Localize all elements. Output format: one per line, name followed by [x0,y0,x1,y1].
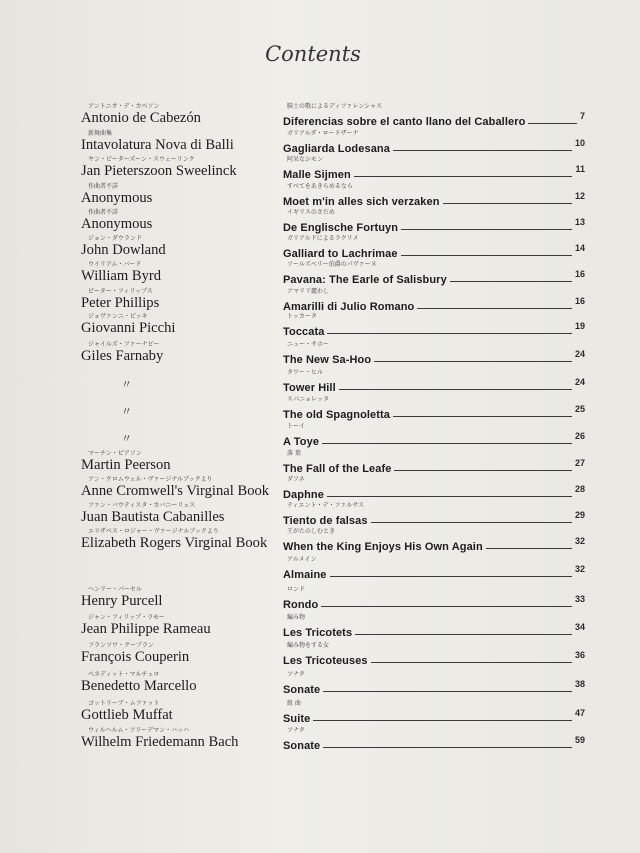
title-reading: 組 曲 [287,700,301,707]
title-reading: ニュー・サホー [287,341,330,348]
piece-line[interactable] [283,108,585,128]
composer-reading: ウィルヘルム・フリーデマン・バッハ [88,727,190,734]
page-number: 13 [574,217,585,227]
leader-line [443,203,572,204]
leader-line [313,720,572,721]
leader-line [339,389,572,390]
page-number: 16 [574,296,585,306]
leader-line [528,123,577,124]
leader-line [371,522,572,523]
composer-reading: フランソワ・クープラン [88,642,154,649]
title-reading: 編み物をする女 [287,642,330,649]
leader-line [417,308,572,309]
leader-line [371,662,572,663]
piece-line[interactable] [283,293,585,313]
piece-line[interactable] [283,455,585,475]
composer-name: Intavolatura Nova di Balli [81,137,234,153]
piece-line[interactable] [283,533,585,553]
leader-line [486,548,572,549]
leader-line [327,333,572,334]
piece-title[interactable]: Diferencias sobre el canto llano del Caballero [283,116,526,128]
title-reading: トーイ [287,423,306,430]
piece-title[interactable]: Pavana: The Earle of Salisbury [283,274,447,286]
title-reading: 王がたのしむとき [287,528,336,535]
composer-reading: ウイリアム・バード [88,261,142,268]
leader-line [394,470,572,471]
title-reading: アマリリ麗わし [287,288,330,295]
page-number: 38 [574,679,585,689]
leader-line [330,576,572,577]
page-number: 12 [574,191,585,201]
page-number: 14 [574,243,585,253]
piece-line[interactable] [283,135,585,155]
piece-line[interactable] [283,561,585,581]
piece-title[interactable]: Tiento de falsas [283,515,368,527]
piece-line[interactable] [283,188,585,208]
page-number: 29 [574,510,585,520]
title-reading: 騎士の歌によるディファレンシャス [287,103,382,110]
piece-line[interactable] [283,676,585,696]
piece-title[interactable]: The Fall of the Leafe [283,463,392,475]
composer-name: Elizabeth Rogers Virginal Book [81,535,268,551]
composer-name: Jan Pieterszoon Sweelinck [81,163,237,179]
page-number: 19 [574,321,585,331]
leader-line [323,691,572,692]
composer-reading: 新舞曲集 [88,130,113,137]
leader-line [393,150,572,151]
title-reading: トッカータ [287,313,317,320]
composer-reading: エリザベス・ロジャー・ヴァージナルブックより [88,528,219,535]
piece-line[interactable] [283,619,585,639]
composer-reading: ゴットリーブ・ムファット [88,700,160,707]
ditto-mark: 〃 [121,406,132,418]
page-number: 24 [574,377,585,387]
piece-line[interactable] [283,240,585,260]
title-reading: 落 葉 [287,450,301,457]
page-number: 16 [574,269,585,279]
composer-reading: ジャイルズ・ファーナビー [88,341,160,348]
composer-name: Anonymous [81,190,153,206]
piece-title[interactable]: The old Spagnoletta [283,409,391,421]
composer-reading: 作曲者不詳 [88,209,119,216]
piece-line[interactable] [283,374,585,394]
piece-line[interactable] [283,732,585,752]
piece-title[interactable]: Malle Sijmen [283,169,351,181]
piece-line[interactable] [283,401,585,421]
piece-line[interactable] [283,507,585,527]
composer-name: Peter Phillips [81,295,160,311]
composer-reading: マーチン・ピアソン [88,450,142,457]
piece-title[interactable]: Galliard to Lachrimae [283,248,398,260]
title-reading: ティエント・デ・ファルサス [287,502,365,509]
composer-name: Jean Philippe Rameau [81,621,211,637]
piece-line[interactable] [283,161,585,181]
composer-name: Benedetto Marcello [81,678,197,694]
composer-reading: ヤン・ピーターズーン・スウェーリンク [88,156,195,163]
leader-line [327,496,572,497]
page-number: 11 [575,164,585,174]
piece-title[interactable]: A Toye [283,436,320,448]
piece-title[interactable]: Les Tricoteuses [283,655,368,667]
title-reading: すべてをあきらめるなら [287,183,353,190]
leader-line [401,229,572,230]
page-number: 32 [574,536,585,546]
page-number: 28 [574,484,585,494]
page-number: 47 [574,708,585,718]
piece-title[interactable]: Les Tricotets [283,627,353,639]
ditto-mark: 〃 [121,433,132,445]
piece-title[interactable]: Daphne [283,489,324,501]
composer-name: Juan Bautista Cabanilles [81,509,225,525]
piece-title[interactable]: Sonate [283,684,321,696]
composer-reading: ジョン・ダウランド [88,235,142,242]
page-number: 34 [574,622,585,632]
composer-name: John Dowland [81,242,166,258]
page-number: 26 [574,431,585,441]
leader-line [354,176,573,177]
page-number: 10 [574,138,585,148]
composer-name: Anne Cromwell's Virginal Book [81,483,270,499]
title-reading: ソナタ [287,727,305,734]
title-reading: ソールズベリー伯爵のパヴァーヌ [287,261,377,268]
composer-name: François Couperin [81,649,190,665]
title-reading: ガリアルダ・ロードザーナ [287,130,359,137]
composer-name: Giles Farnaby [81,348,164,364]
toc-entry[interactable] [0,727,640,764]
piece-title[interactable]: Sonate [283,740,321,752]
title-reading: ガリアルドによるラクリメ [287,235,359,242]
leader-line [393,416,572,417]
composer-name: Martin Peerson [81,457,171,473]
title-reading: ロンド [287,586,306,593]
page-number: 24 [574,349,585,359]
piece-line[interactable] [283,428,585,448]
title-reading: 編み物 [287,614,306,621]
piece-title[interactable]: Amarilli di Julio Romano [283,301,415,313]
page-title: Contents [265,42,361,66]
leader-line [374,361,572,362]
title-reading: タワー・ヒル [287,369,324,376]
composer-reading: ベネディット・マルチェロ [88,671,160,678]
composer-reading: 作曲者不詳 [88,183,119,190]
composer-name: William Byrd [81,268,162,284]
piece-title[interactable]: Rondo [283,599,319,611]
piece-line[interactable] [283,647,585,667]
piece-title[interactable]: Moet m'in alles sich verzaken [283,196,440,208]
piece-title[interactable]: Tower Hill [283,382,336,394]
title-reading: ソナタ [287,671,305,678]
page-number: 32 [574,564,585,574]
page-number: 7 [579,111,585,121]
composer-reading: ジャン・フィリップ・ラモー [88,614,165,621]
piece-title[interactable]: The New Sa-Hoo [283,354,372,366]
title-reading: 阿呆なシモン [287,156,324,163]
leader-line [450,281,572,282]
title-reading: スパニョレッタ [287,396,329,403]
composer-reading: ピーター・フィリップス [88,288,153,295]
piece-title[interactable]: Suite [283,713,311,725]
piece-title[interactable]: When the King Enjoys His Own Again [283,541,483,553]
title-reading: イギリスのさだめ [287,209,335,216]
leader-line [323,747,572,748]
piece-line[interactable] [283,705,585,725]
composer-reading: アン・クロムウェル・ヴァージナルブックより [88,476,213,483]
composer-name: Antonio de Cabezón [81,110,201,126]
piece-title[interactable]: Almaine [283,569,327,581]
piece-line[interactable] [283,214,585,234]
composer-reading: ジョヴァンニ・ピッキ [88,313,148,320]
page-number: 33 [574,594,585,604]
piece-line[interactable] [283,481,585,501]
page-number: 59 [574,735,585,745]
piece-title[interactable]: Gagliarda Lodesana [283,143,390,155]
leader-line [322,443,572,444]
piece-line[interactable] [283,591,585,611]
composer-name: Gottlieb Muffat [81,707,173,723]
leader-line [321,606,572,607]
piece-line[interactable] [283,346,585,366]
composer-name: Henry Purcell [81,593,163,609]
piece-line[interactable] [283,266,585,286]
title-reading: アルメイン [287,556,317,563]
composer-name: Anonymous [81,216,153,232]
page-number: 27 [574,458,585,468]
page-number: 25 [574,404,585,414]
composer-reading: アントニオ・デ・カベソン [88,103,160,110]
piece-title[interactable]: De Englische Fortuyn [283,222,399,234]
page-number: 36 [574,650,585,660]
title-reading: ダフネ [287,476,305,483]
leader-line [355,634,572,635]
composer-reading: ヘンリー・パーセル [88,586,142,593]
composer-reading: ファン・バウティスタ・カバニーリェス [88,502,196,509]
composer-name: Wilhelm Friedemann Bach [81,734,239,750]
piece-line[interactable] [283,318,585,338]
piece-title[interactable]: Toccata [283,326,325,338]
composer-name: Giovanni Picchi [81,320,176,336]
leader-line [401,255,572,256]
ditto-mark: 〃 [121,379,132,391]
